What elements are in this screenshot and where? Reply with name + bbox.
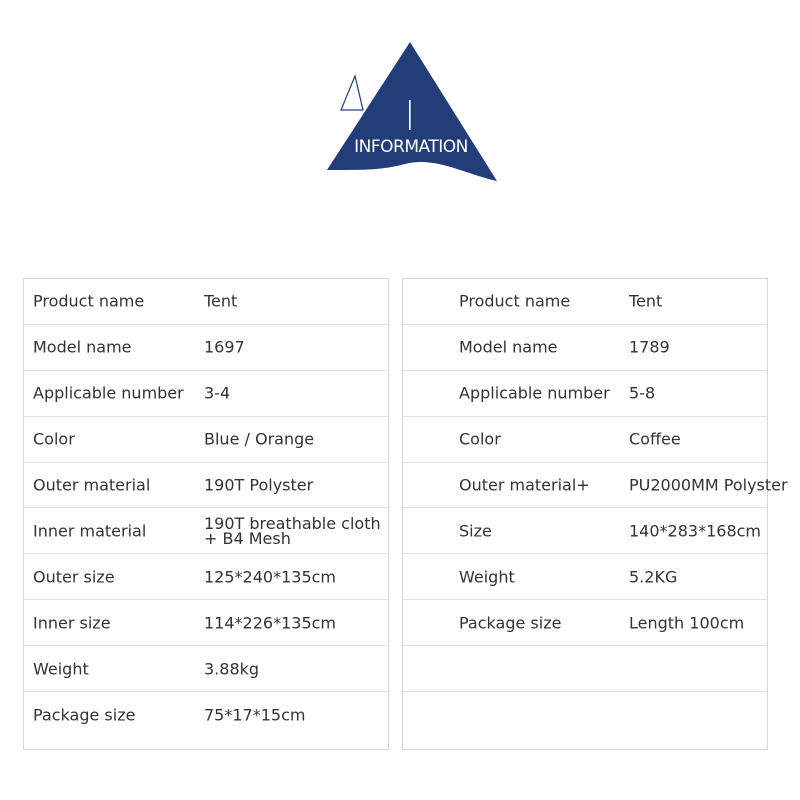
row-value [204,475,314,495]
row-value [204,613,336,633]
table-row [403,463,788,509]
row-label: Model name [459,337,558,357]
row-value-line: 114*226*135cm [204,613,336,633]
row-label: Product name [33,291,145,311]
row-value [629,383,656,403]
row-value-line: 3-4 [204,383,231,403]
table-row [403,646,767,692]
row-label: Weight [33,659,89,679]
row-value [204,567,336,587]
row-value-line: Blue / Orange [204,429,315,449]
row-label: Outer material+ [459,475,590,495]
table-row [24,325,388,371]
row-value-line: 190T Polyster [204,475,314,495]
row-value-line: 190T breathable cloth [204,513,381,533]
row-value [204,429,315,449]
row-value-line: Tent [629,291,663,311]
row-label: Size [459,521,492,541]
table-row [24,692,388,738]
row-value [629,613,745,633]
row-value-line: 75*17*15cm [204,705,306,725]
row-value [629,521,761,541]
row-label: Applicable number [459,383,610,403]
spec-table-right [402,278,788,750]
row-value [629,337,670,357]
table-row [403,692,767,738]
row-label: Product name [459,291,571,311]
row-label: Color [33,429,75,449]
spec-table-left [23,278,389,750]
row-value-line: + B4 Mesh [204,528,291,548]
table-row [403,371,767,417]
tent-triangle-icon [325,38,500,183]
row-value [204,659,260,679]
row-value [204,513,381,548]
row-value-line: 125*240*135cm [204,567,336,587]
row-label: Weight [459,567,515,587]
row-value-line: 5.2KG [629,567,678,587]
table-row [24,554,388,600]
row-value-line: Tent [204,291,238,311]
row-value [629,475,788,495]
table-row [403,325,767,371]
table-row [24,508,388,554]
row-label: Applicable number [33,383,184,403]
row-value-line: Coffee [629,429,681,449]
row-label: Package size [33,705,136,725]
row-value-line: PU2000MM Polyster [629,475,788,495]
row-label: Inner material [33,521,147,541]
row-value-line: 3.88kg [204,659,260,679]
row-value [204,705,306,725]
row-value [204,383,231,403]
table-row [403,508,767,554]
row-label: Package size [459,613,562,633]
row-value [629,429,681,449]
table-row [24,417,388,463]
row-value-line: 140*283*168cm [629,521,761,541]
row-value [204,337,245,357]
row-label: Model name [33,337,132,357]
row-value-line: 1697 [204,337,245,357]
row-value-line: 1789 [629,337,670,357]
row-value-line: 5-8 [629,383,656,403]
row-value [629,567,678,587]
table-row [24,371,388,417]
row-label: Inner size [33,613,111,633]
information-logo [0,0,800,200]
table-row [24,646,388,692]
row-label: Outer size [33,567,115,587]
table-row [24,279,388,325]
table-row [403,417,767,463]
table-row [403,554,767,600]
row-label: Outer material [33,475,151,495]
row-label: Color [459,429,501,449]
table-row [24,600,388,646]
table-row [24,463,388,509]
row-value [629,291,663,311]
row-value [204,291,238,311]
logo-text: INFORMATION [354,137,468,157]
table-row [403,600,767,646]
row-value-line: Length 100cm [629,613,745,633]
table-row [403,279,767,325]
